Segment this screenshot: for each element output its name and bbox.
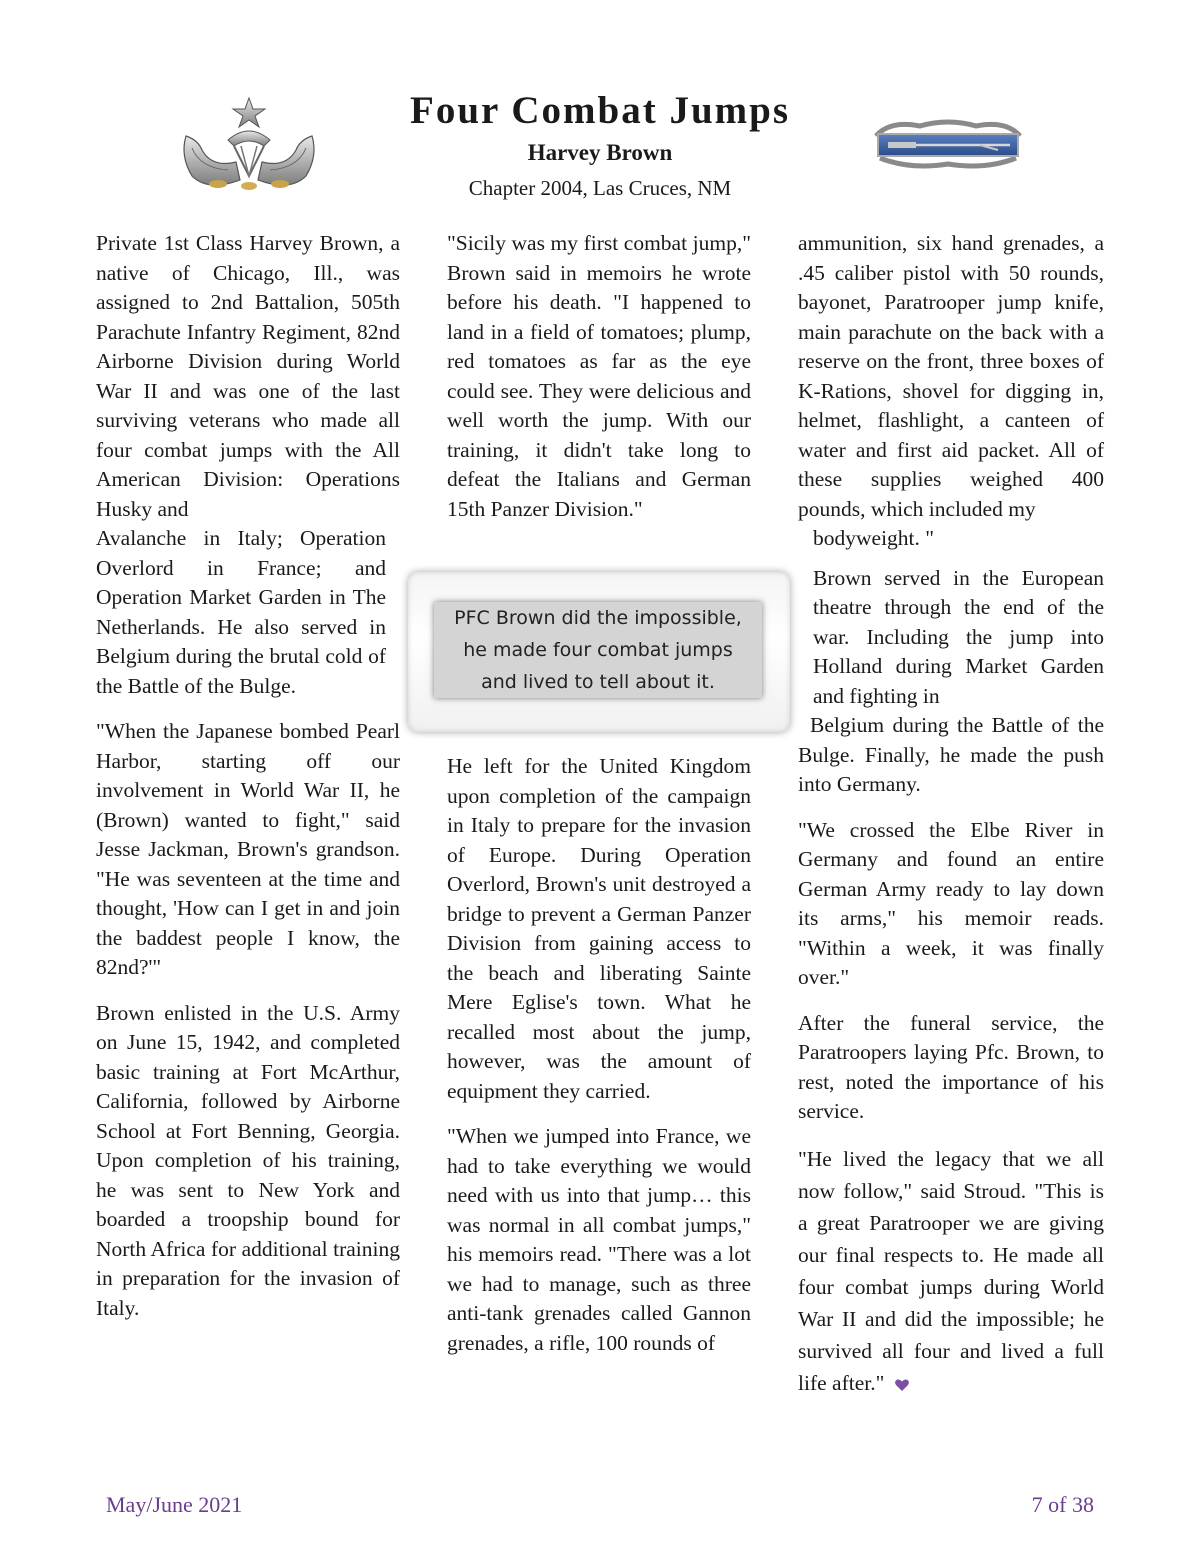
paragraph: Avalanche in Italy; Operation Overlord in France; and Operation Market Garden in The Netherlands. He also served in Belgium during the brutal cold of the Battle of the Bulge. <box>96 526 386 698</box>
paragraph: "We crossed the Elbe River in Germany and found an entire German Army ready to lay down its arms," his memoir reads. "Within a week, it was finally over." <box>798 817 1104 989</box>
paragraph: Brown enlisted in the U.S. Army on June 15, 1942, and completed basic training at Fort McArthur, California, followed by Airborne School at Fort Benning, Georgia. Upon completion of his training, he was sent to New York and boarded a troopship bound for North Africa for additional training in preparation for the invasion of Italy. <box>96 1000 400 1320</box>
article-title: Four Combat Jumps <box>410 89 790 132</box>
column-1 <box>96 229 400 1339</box>
column-2-bottom <box>447 752 751 1374</box>
heart-icon <box>894 1377 910 1393</box>
paragraph: "Sicily was my first combat jump," Brown said in memoirs he wrote before his death. "I happened to land in a field of tomatoes; plump, red tomatoes as far as the eye could see. They were delicious and well worth the jump. With our training, it didn't take long to defeat the Italians and German 15th Panzer Division." <box>447 231 751 521</box>
paragraph <box>798 1143 1104 1399</box>
paragraph: He left for the United Kingdom upon completion of the campaign in Italy to prepare for the invasion of Europe. During Operation Overlord, Brown's unit destroyed a bridge to prevent a German Panzer Division from gaining access to the beach and liberating Sainte Mere Eglise's town. What he recalled most about the jump, however, was the amount of equipment they carried. <box>447 754 751 1103</box>
paragraph: Belgium during the Battle of the Bulge. Finally, he made the push into Germany. <box>798 713 1104 796</box>
paragraph: ammunition, six hand grenades, a .45 caliber pistol with 50 rounds, bayonet, Paratrooper jump knife, main parachute on the back with a reserve on the front, three boxes of K-Rations, shovel for digging in, helmet, flashlight, a canteen of water and first aid packet. All of these supplies weighed 400 pounds, which included my <box>798 231 1104 521</box>
pull-quote-line: he made four combat jumps <box>463 639 733 661</box>
footer-issue-date: May/June 2021 <box>106 1492 243 1517</box>
article-chapter: Chapter 2004, Las Cruces, NM <box>468 176 732 200</box>
paragraph: Private 1st Class Harvey Brown, a native of Chicago, Ill., was assigned to 2nd Battalion, 505th Parachute Infantry Regiment, 82nd Airborne Division during World War II and was one of the last surviving veterans who made all four combat jumps with the All American Division: Operations Husky and <box>96 231 400 521</box>
column-2-top <box>447 229 751 540</box>
pull-quote-line: and lived to tell about it. <box>481 671 715 693</box>
pull-quote <box>434 602 762 698</box>
pull-quote-line: PFC Brown did the impossible, <box>454 607 742 629</box>
paragraph: "When we jumped into France, we had to take everything we would need with us into that jump… this was normal in all combat jumps," his memoirs read. "There was a lot we had to manage, such as three anti-tank grenades called Gannon grenades, a rifle, 100 rounds of <box>447 1124 751 1355</box>
paragraph: After the funeral service, the Paratroopers laying Pfc. Brown, to rest, noted the importance of his service. <box>798 1010 1104 1123</box>
pull-quote-frame <box>408 572 790 732</box>
article-author: Harvey Brown <box>527 140 673 165</box>
closing-quote: "He lived the legacy that we all now follow," said Stroud. "This is a great Paratrooper we are giving our final respects to. He made all four combat jumps during World War II and did the impossible; he survived all four and lived a full life after." <box>798 1146 1104 1395</box>
paragraph: "When the Japanese bombed Pearl Harbor, starting off our involvement in World War II, he (Brown) wanted to fight," said Jesse Jackman, Brown's grandson. "He was seventeen at the time and thought, 'How can I get in and join the baddest people I know, the 82nd?'" <box>96 719 400 979</box>
footer-page-number: 7 of 38 <box>1031 1492 1094 1517</box>
paragraph: bodyweight. " <box>813 526 935 550</box>
paragraph: Brown served in the European theatre through the end of the war. Including the jump into Holland during Market Garden and fighting in <box>813 565 1104 708</box>
column-3 <box>798 229 1104 1415</box>
